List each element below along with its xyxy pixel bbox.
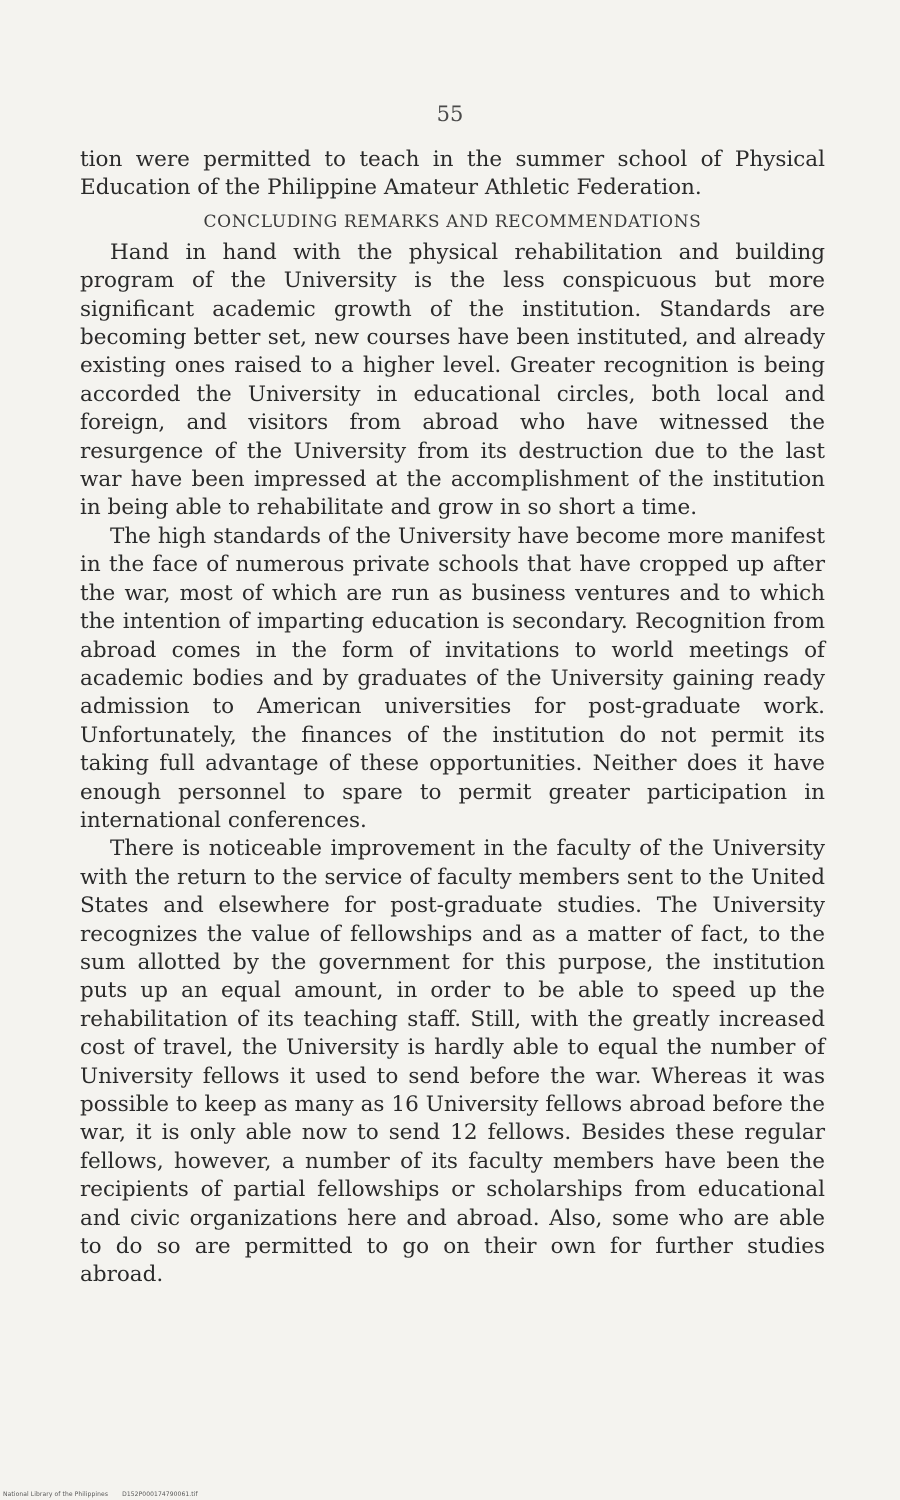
section-heading: CONCLUDING REMARKS AND RECOMMENDATIONS [203,211,702,232]
scan-footer [3,1491,198,1498]
footer-code: D152P000174790061.tif [122,1491,198,1498]
page-number: 55 [436,102,464,126]
continued-paragraph: tion were permitted to teach in the summer school of Physical Education of the Philippine Amateur Athletic Federation. [80,147,825,201]
footer-library: National Library of the Philippines [3,1491,109,1498]
paragraph-academic-growth: Hand in hand with the physical rehabilitation and building program of the University is the less conspicuous but more significant academic growth of the institution. Standards are becoming better set, new courses have been instituted, and already existing ones raised to a higher level. Greater recognition is being accorded the University in educational circles, both local and foreign, and visitors from abroad who have witnessed the resurgence of the University from its destruction due to the last war have been impressed at the accomplishment of the institution in being able to rehabilitate and grow in so short a time. [80,239,825,521]
paragraph-high-standards: The high standards of the University have become more manifest in the face of numerous private schools that have cropped up after the war, most of which are run as business ventures and to which the intention of imparting education is secondary. Recognition from abroad comes in the form of invitations to world meetings of academic bodies and by graduates of the University gaining ready admission to American universities for post-graduate work. Unfortunately, the finances of the institution do not permit its taking full advantage of these opportunities. Neither does it have enough personnel to spare to permit greater participation in international conferences. [80,523,825,833]
document-body [80,146,825,1290]
paragraph-faculty-improvement: There is noticeable improvement in the faculty of the University with the return to the service of faculty members sent to the United States and elsewhere for post-graduate studies. The University recognizes the value of fellowships and as a matter of fact, to the sum allotted by the government for this purpose, the institution puts up an equal amount, in order to be able to speed up the rehabilitation of its teaching staff. Still, with the greatly increased cost of travel, the University is hardly able to equal the number of University fellows it used to send before the war. Whereas it was possible to keep as many as 16 University fellows abroad before the war, it is only able now to send 12 fellows. Besides these regular fellows, however, a number of its faculty members have been the recipients of partial fellowships or scholarships from educational and civic organizations here and abroad. Also, some who are able to do so are permitted to go on their own for further studies abroad. [80,836,825,1288]
